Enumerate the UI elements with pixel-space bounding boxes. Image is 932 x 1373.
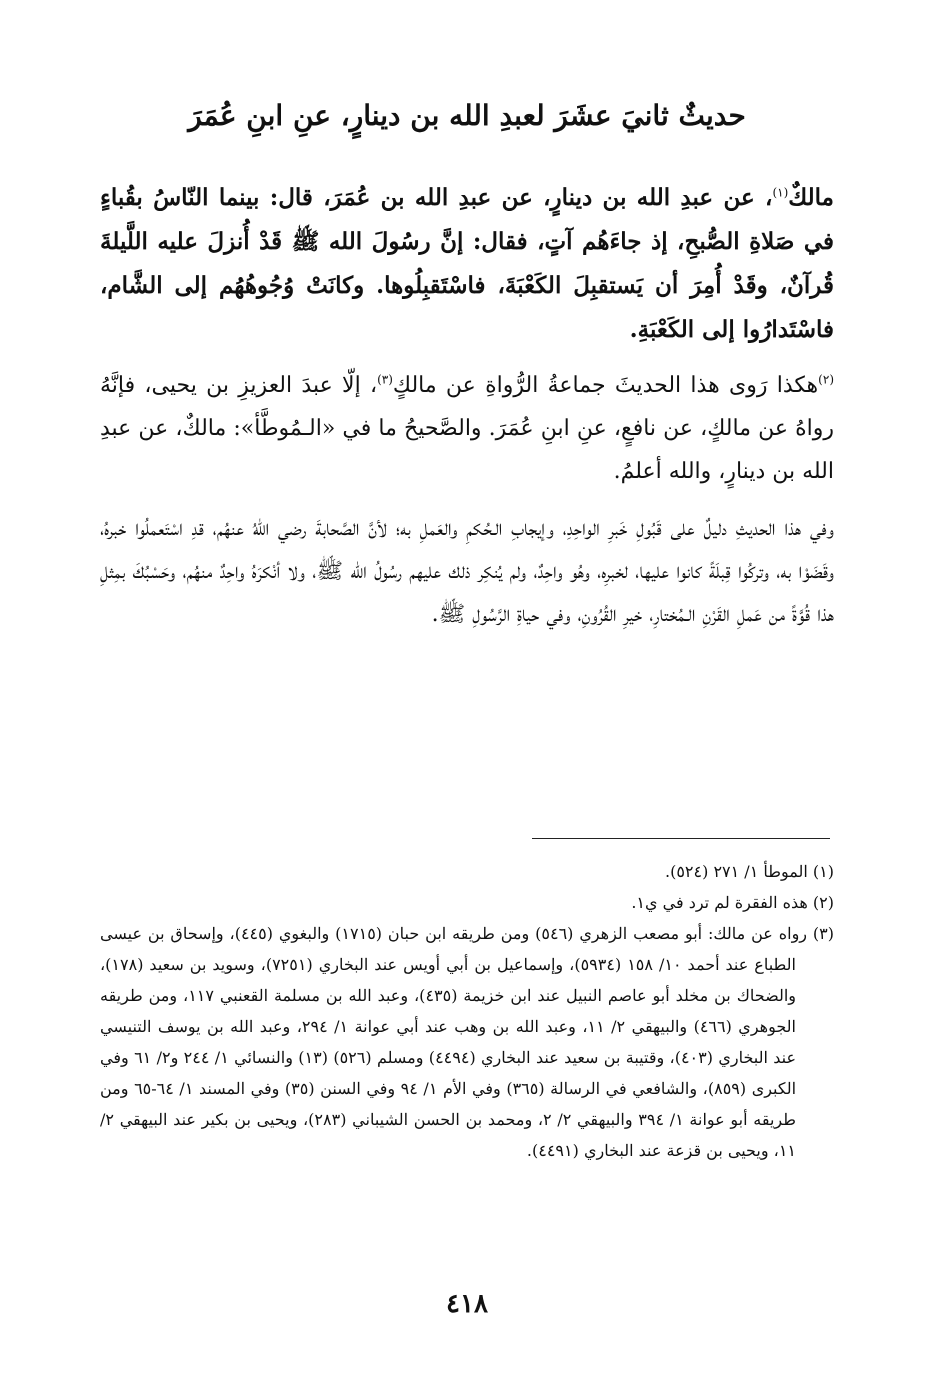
hadith-paragraph: [100, 176, 834, 352]
chapter-heading: حديثٌ ثانيَ عشَرَ لعبدِ الله بن دينارٍ، عنِ ابنِ عُمَرَ: [188, 99, 746, 132]
footnote-marker-3: (٣): [377, 372, 393, 387]
commentary-text-1a: هكذا رَوى هذا الحديثَ جماعةُ الرُّواةِ عن مالكٍ: [392, 373, 819, 398]
footnote-marker-2: (٢): [818, 372, 834, 387]
footnote-marker-1: (١): [772, 185, 789, 200]
commentary-paragraph-1: [100, 364, 834, 493]
footnotes: [100, 856, 834, 1166]
page-number: ٤١٨: [446, 1289, 488, 1319]
commentary-paragraph-2: [100, 507, 834, 636]
hadith-narrator: مالكٌ: [788, 184, 834, 211]
hadith-text: ، عن عبدِ الله بن دينارٍ، عن عبدِ الله بن عُمَرَ، قال: بينما النّاسُ بقُباءٍ في صَلاةِ الصُّبحِ، إذ جاءَهُم آتٍ، فقال: إنَّ رسُولَ الله ﷺ قَدْ أُنزلَ عليه اللَّيلةَ قُرآنٌ، وقَدْ أُمِرَ أن يَستقبِلَ الكَعْبَةَ، فاسْتَقبِلُوها. وكانَتْ وُجُوهُهُم إلى الشَّام، فاسْتَدارُوا إلى الكَعْبَةِ.: [100, 184, 834, 343]
commentary-text-2: وفي هذا الحديثِ دليلٌ على قَبُولِ خَبرِ الواحِدِ، وإيجابِ الـحُكمِ والعَملِ به؛ لأنَّ الصَّحابةَ رضي اللهُ عنهُم، قدِ اسْتَعملُوا خبرهُ، وقَضَوْا به، وتركُوا قِبلَةً كانوا عليها، لخبرِه، وهُو واحِدٌ، ولم يُنكِر ذلك عليهم رسُولُ الله ﷺ، ولا أنْكرَهُ واحِدٌ منهُم، وحَسْبُكَ بمِثلِ هذا قُوَّةً من عَملِ القَرْنِ الـمُختارِ، خيرِ القُرُونِ، وفي حياةِ الرَّسُولِ ﷺ.: [100, 516, 834, 627]
book-page: [100, 0, 834, 1373]
footnote-2: (٢) هذه الفقرة لم ترد في ي١.: [631, 893, 834, 912]
footnote-3: (٣) رواه عن مالك: أبو مصعب الزهري (٥٤٦) ومن طريقه ابن حبان (١٧١٥) والبغوي (٤٤٥)، وإسحاق بن عيسى الطباع عند أحمد ١٠/ ١٥٨ (٥٩٣٤)، وإسماعيل بن أبي أويس عند البخاري (٧٢٥١)، وسويد بن سعيد (١٧٨)، والضحاك بن مخلد أبو عاصم النبيل عند ابن خزيمة (٤٣٥)، وعبد الله بن مسلمة القعنبي ١١٧، ومن طريقه الجوهري (٤٦٦) والبيهقي ٢/ ١١، وعبد الله بن وهب عند أبي عوانة ١/ ٢٩٤، وعبد الله بن يوسف التنيسي عند البخاري (٤٠٣)، وقتيبة بن سعيد عند البخاري (٤٤٩٤) ومسلم (٥٢٦) (١٣) والنسائي ١/ ٢٤٤ و٢/ ٦١ وفي الكبرى (٨٥٩)، والشافعي في الرسالة (٣٦٥) وفي الأم ١/ ٩٤ وفي السنن (٣٥) وفي المسند ١/ ٦٤-٦٥ ومن طريقه أبو عوانة ١/ ٣٩٤ والبيهقي ٢/ ٢، ومحمد بن الحسن الشيباني (٢٨٣)، ويحيى بن بكير عند البيهقي ٢/ ١١، ويحيى بن قزعة عند البخاري (٤٤٩١).: [100, 924, 835, 1160]
footnote-separator: [532, 838, 830, 839]
commentary-text-1b: ، إلّا عبدَ العزيزِ بن يحيى، فإنَّهُ رواهُ عن مالكٍ، عن نافعٍ، عنِ ابنِ عُمَرَ. والصَّحيحُ ما في «الـمُوطَّأ»: مالكٌ، عن عبدِ الله بن دينارٍ، والله أعلمُ.: [100, 373, 834, 484]
footnote-1: (١) الموطأ ١/ ٢٧١ (٥٢٤).: [665, 862, 834, 881]
main-text: [100, 176, 834, 650]
